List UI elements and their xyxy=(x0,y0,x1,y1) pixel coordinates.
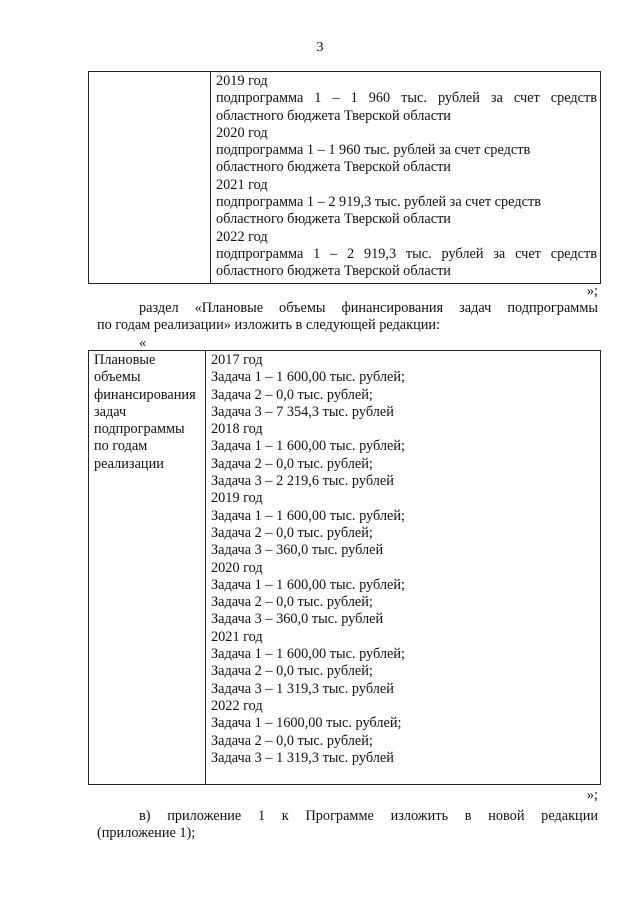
continued-table-content-cell xyxy=(211,72,601,284)
funding-text-line: областного бюджета Тверской области xyxy=(216,263,451,280)
year-label: 2020 год xyxy=(216,124,268,141)
funding-text-line: подпрограмма 1 – 1 960 тыс. рублей за счет средств xyxy=(216,90,597,107)
year-label: 2021 год xyxy=(211,628,263,645)
label-line: объемы xyxy=(94,369,141,386)
task-line: Задача 1 – 1 600,00 тыс. рублей; xyxy=(211,646,406,663)
funding-text-line: областного бюджета Тверской области xyxy=(216,211,451,228)
funding-table-label-cell xyxy=(89,351,206,785)
closing-quote: »; xyxy=(586,787,598,803)
task-line: Задача 1 – 1600,00 тыс. рублей; xyxy=(211,715,402,732)
paragraph-line: (приложение 1); xyxy=(97,825,196,842)
page-number: 3 xyxy=(316,40,324,55)
task-line: Задача 3 – 1 319,3 тыс. рублей xyxy=(211,680,394,697)
label-line: подпрограммы xyxy=(94,421,185,438)
year-label: 2019 год xyxy=(216,73,268,89)
paragraph-line: по годам реализации» изложить в следующей редакции: xyxy=(97,317,440,334)
task-line: Задача 2 – 0,0 тыс. рублей; xyxy=(211,663,373,680)
task-line: Задача 2 – 0,0 тыс. рублей; xyxy=(211,455,373,472)
task-line: Задача 1 – 1 600,00 тыс. рублей; xyxy=(211,438,406,455)
funding-text-line: подпрограмма 1 – 2 919,3 тыс. рублей за счет средств xyxy=(216,245,597,262)
continued-table xyxy=(88,71,601,284)
funding-text-line: подпрограмма 1 – 2 919,3 тыс. рублей за счет средств xyxy=(216,194,541,211)
funding-table xyxy=(88,350,601,785)
funding-text-line: областного бюджета Тверской области xyxy=(216,107,451,124)
year-label: 2021 год xyxy=(216,176,268,193)
year-label: 2018 год xyxy=(211,421,263,438)
year-label: 2022 год xyxy=(216,228,268,245)
label-line: Плановые xyxy=(94,352,156,368)
paragraph-appendix xyxy=(97,808,598,843)
label-line: финансирования xyxy=(94,386,196,403)
funding-table-content-cell xyxy=(206,351,601,785)
task-line: Задача 3 – 1 319,3 тыс. рублей xyxy=(211,749,394,766)
task-line: Задача 3 – 7 354,3 тыс. рублей xyxy=(211,403,394,420)
task-line: Задача 2 – 0,0 тыс. рублей; xyxy=(211,524,373,541)
task-line: Задача 2 – 0,0 тыс. рублей; xyxy=(211,732,373,749)
paragraph-line: раздел «Плановые объемы финансирования задач подпрограммы xyxy=(139,300,598,316)
opening-quote: « xyxy=(139,334,147,351)
task-line: Задача 2 – 0,0 тыс. рублей; xyxy=(211,386,373,403)
task-line: Задача 1 – 1 600,00 тыс. рублей; xyxy=(211,507,406,524)
label-line: реализации xyxy=(94,455,164,472)
funding-text-line: подпрограмма 1 – 1 960 тыс. рублей за счет средств xyxy=(216,142,531,159)
task-line: Задача 3 – 2 219,6 тыс. рублей xyxy=(211,473,394,490)
label-line: задач xyxy=(94,403,127,420)
paragraph-line: в) приложение 1 к Программе изложить в новой редакции xyxy=(139,808,598,824)
closing-quote: »; xyxy=(586,283,598,299)
year-label: 2020 год xyxy=(211,559,263,576)
task-line: Задача 3 – 360,0 тыс. рублей xyxy=(211,611,384,628)
label-line: по годам xyxy=(94,438,148,455)
year-label: 2019 год xyxy=(211,490,263,507)
task-line: Задача 2 – 0,0 тыс. рублей; xyxy=(211,594,373,611)
task-line: Задача 1 – 1 600,00 тыс. рублей; xyxy=(211,576,406,593)
year-label: 2017 год xyxy=(211,352,263,368)
task-line: Задача 3 – 360,0 тыс. рублей xyxy=(211,542,384,559)
continued-table-label-cell xyxy=(89,72,211,284)
task-line: Задача 1 – 1 600,00 тыс. рублей; xyxy=(211,369,406,386)
funding-text-line: областного бюджета Тверской области xyxy=(216,159,451,176)
year-label: 2022 год xyxy=(211,697,263,714)
paragraph-section-edit xyxy=(97,300,598,352)
